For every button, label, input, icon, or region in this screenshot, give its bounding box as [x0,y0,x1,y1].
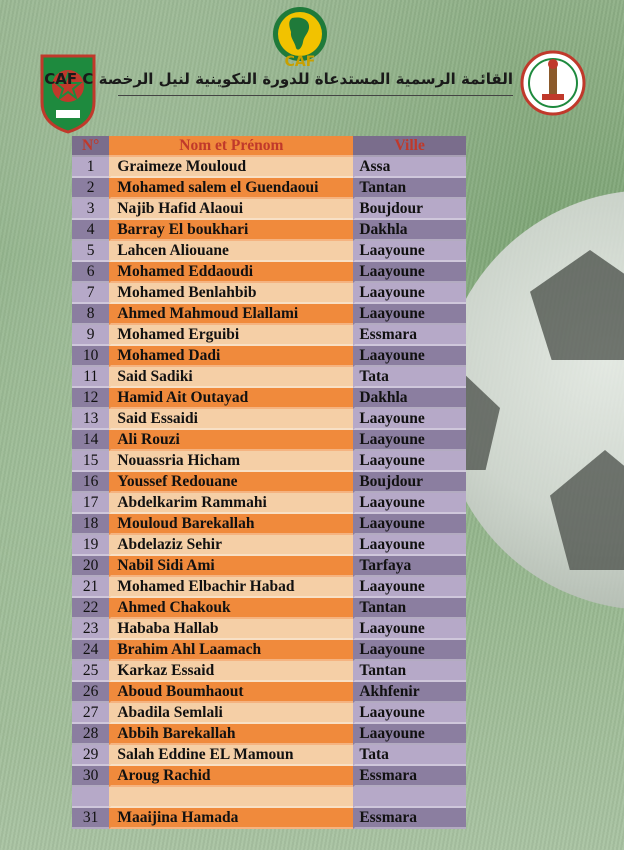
row-city: Tantan [353,598,466,619]
table-row [72,493,466,514]
table-row [72,241,466,262]
table-row [72,283,466,304]
row-number: 9 [72,325,109,346]
table-row [72,619,466,640]
caf-logo-text: CAF [284,54,316,68]
table-row [72,304,466,325]
row-city: Laayoune [353,304,466,325]
row-number: 12 [72,388,109,409]
row-name [109,787,353,808]
row-number: 3 [72,199,109,220]
row-number: 22 [72,598,109,619]
caf-logo [262,4,338,68]
row-number: 6 [72,262,109,283]
row-number: 1 [72,157,109,178]
row-name: Salah Eddine EL Mamoun [109,745,353,766]
row-number: 25 [72,661,109,682]
row-name: Hamid Ait Outayad [109,388,353,409]
table-row [72,451,466,472]
row-number: 10 [72,346,109,367]
row-name: Mohamed Erguibi [109,325,353,346]
table-row [72,178,466,199]
row-city: Laayoune [353,514,466,535]
row-name: Youssef Redouane [109,472,353,493]
table-row [72,157,466,178]
row-number: 11 [72,367,109,388]
table-row [72,703,466,724]
row-name: Ahmed Chakouk [109,598,353,619]
row-name: Graimeze Mouloud [109,157,353,178]
table-row [72,325,466,346]
row-number: 24 [72,640,109,661]
row-number: 18 [72,514,109,535]
row-city: Essmara [353,808,466,829]
table-row [72,409,466,430]
row-number: 28 [72,724,109,745]
table-row [72,430,466,451]
row-name: Brahim Ahl Laamach [109,640,353,661]
row-name: Ahmed Mahmoud Elallami [109,304,353,325]
row-name: Ali Rouzi [109,430,353,451]
league-crest-icon [516,50,590,116]
row-city: Tata [353,745,466,766]
table-row [72,577,466,598]
row-city: Laayoune [353,430,466,451]
row-city: Laayoune [353,619,466,640]
row-name: Mohamed Eddaoudi [109,262,353,283]
header-number: N° [72,136,109,157]
row-number: 23 [72,619,109,640]
row-city: Laayoune [353,241,466,262]
row-number: 2 [72,178,109,199]
row-city: Assa [353,157,466,178]
table-row [72,640,466,661]
row-name: Nabil Sidi Ami [109,556,353,577]
table-row [72,661,466,682]
row-name: Abdelkarim Rammahi [109,493,353,514]
row-city: Laayoune [353,346,466,367]
header-city: Ville [353,136,466,157]
row-city: Boujdour [353,472,466,493]
row-name: Maaijina Hamada [109,808,353,829]
row-city [353,787,466,808]
row-city: Tata [353,367,466,388]
soccer-ball-background [440,190,624,610]
row-name: Nouassria Hicham [109,451,353,472]
row-city: Laayoune [353,703,466,724]
table-header-row [72,136,466,157]
row-city: Laayoune [353,493,466,514]
row-name: Abdelaziz Sehir [109,535,353,556]
row-name: Karkaz Essaid [109,661,353,682]
row-number: 29 [72,745,109,766]
row-number: 30 [72,766,109,787]
frmf-crest-icon [36,52,100,134]
row-name: Aroug Rachid [109,766,353,787]
table-row [72,367,466,388]
row-city: Laayoune [353,451,466,472]
row-name: Aboud Boumhaout [109,682,353,703]
row-number: 15 [72,451,109,472]
row-city: Tarfaya [353,556,466,577]
row-city: Tantan [353,178,466,199]
row-number: 14 [72,430,109,451]
row-name: Lahcen Aliouane [109,241,353,262]
row-city: Essmara [353,325,466,346]
row-city: Laayoune [353,535,466,556]
row-city: Laayoune [353,577,466,598]
row-city: Dakhla [353,220,466,241]
row-name: Abadila Semlali [109,703,353,724]
row-name: Mohamed Benlahbib [109,283,353,304]
table-row [72,262,466,283]
table-row [72,472,466,493]
row-city: Boujdour [353,199,466,220]
row-name: Mohamed Elbachir Habad [109,577,353,598]
row-name: Mohamed Dadi [109,346,353,367]
table-row [72,598,466,619]
row-name: Barray El boukhari [109,220,353,241]
row-number: 21 [72,577,109,598]
row-city: Laayoune [353,262,466,283]
page-title: القائمة الرسمية المستدعاة للدورة التكوينية لنيل الرخصة CAF C [44,70,513,88]
row-number: 20 [72,556,109,577]
table-row [72,514,466,535]
row-name: Hababa Hallab [109,619,353,640]
row-number: 17 [72,493,109,514]
row-name: Said Sadiki [109,367,353,388]
roster-table [72,136,466,829]
table-row [72,787,466,808]
table-row [72,535,466,556]
table-row [72,766,466,787]
row-number: 4 [72,220,109,241]
title-underline [118,95,513,96]
row-number: 31 [72,808,109,829]
row-name: Mohamed salem el Guendaoui [109,178,353,199]
table-row [72,199,466,220]
table-row [72,346,466,367]
row-name: Mouloud Barekallah [109,514,353,535]
row-city: Dakhla [353,388,466,409]
table-row [72,220,466,241]
row-number: 19 [72,535,109,556]
row-city: Laayoune [353,640,466,661]
row-city: Laayoune [353,409,466,430]
row-number: 8 [72,304,109,325]
table-row [72,724,466,745]
row-number: 7 [72,283,109,304]
row-number: 5 [72,241,109,262]
header-name: Nom et Prénom [109,136,353,157]
row-city: Laayoune [353,724,466,745]
table-row [72,808,466,829]
row-city: Laayoune [353,283,466,304]
table-row [72,388,466,409]
row-city: Akhfenir [353,682,466,703]
row-number: 26 [72,682,109,703]
row-number: 27 [72,703,109,724]
roster-body [72,157,466,829]
row-number: 13 [72,409,109,430]
row-name: Najib Hafid Alaoui [109,199,353,220]
row-number: 16 [72,472,109,493]
row-name: Said Essaidi [109,409,353,430]
table-row [72,745,466,766]
row-number [72,787,109,808]
row-name: Abbih Barekallah [109,724,353,745]
table-row [72,556,466,577]
table-row [72,682,466,703]
row-city: Tantan [353,661,466,682]
row-city: Essmara [353,766,466,787]
